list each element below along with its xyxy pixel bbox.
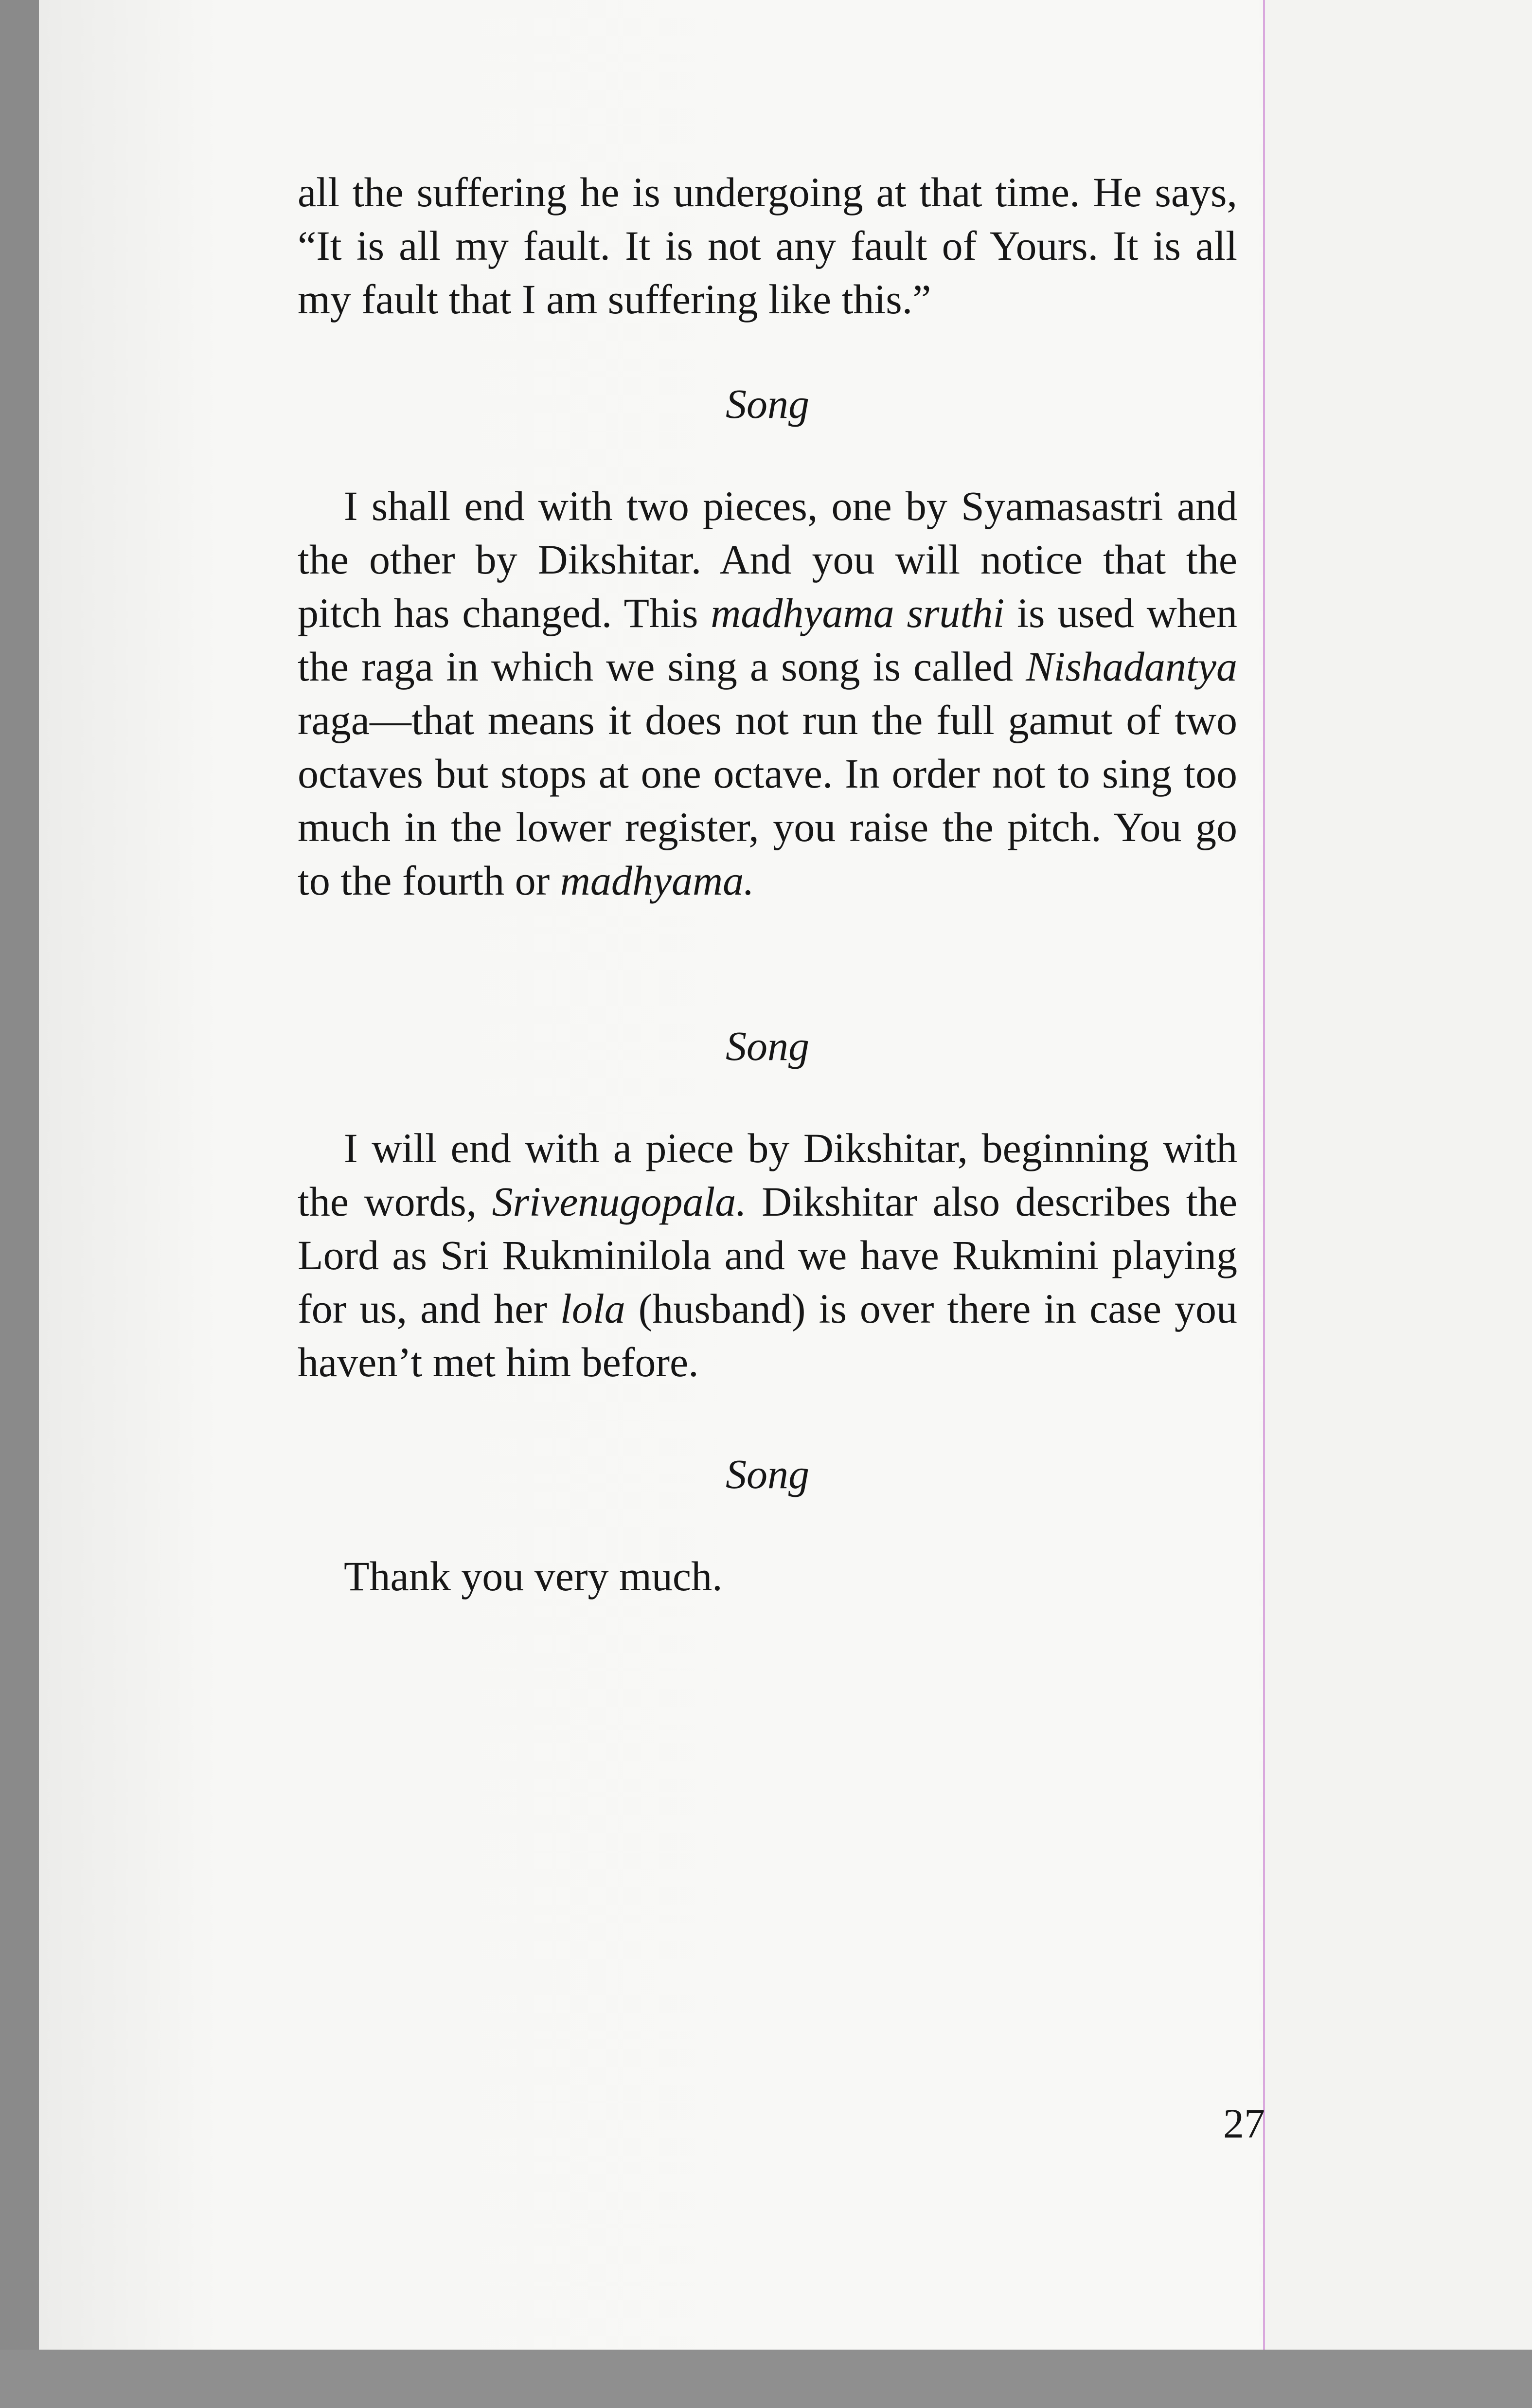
page-number: 27 [1223,2100,1265,2147]
term-nishadantya: Nishadantya [1026,643,1237,690]
paragraph-pitch-text-e: raga—that means it does not run the full gamut of two octaves but stops at one octave. In order not to sing too much in the lower register, you raise the pitch. You go to the fourth or [298,697,1237,904]
term-madhyama: madhyama. [560,857,754,904]
paragraph-dikshitar [298,1121,1237,1389]
song-heading-3: Song [726,1451,809,1497]
song-heading-2: Song [726,1023,809,1069]
paragraph-dikshitar-text-c: Dikshitar also describes the Lord as Sri Rukminilola and we have Rukmini playing for us, and her [298,1178,1237,1332]
paragraph-pitch [298,479,1237,907]
margin-guide-line [1263,0,1265,2350]
paragraph-thanks: Thank you very much. [344,1553,723,1599]
paragraph-pitch-text-a: I shall end with two pieces, one by Syamasastri and the other by Dikshitar. And you will notice that the pitch has changed. This [298,483,1237,636]
term-lola: lola [560,1285,625,1332]
paragraph-dikshitar-text-a: I will end with a piece by Dikshitar, beginning with the words, [298,1125,1237,1225]
paragraph-pitch-text-c: is used when the raga in which we sing a song is called [298,590,1238,690]
term-madhyama-sruthi: madhyama sruthi [711,590,1005,636]
right-margin-panel [1263,0,1532,2350]
paragraph-dikshitar-text-e: (husband) is over there in case you haven’t met him before. [298,1285,1237,1385]
paragraph-continuation: all the suffering he is undergoing at that time. He says, “It is all my fault. It is not any fault of Yours. It is all my fault that I am suffering like this.” [298,169,1237,323]
scan-border-bottom [0,2350,1532,2408]
scan-border-left [0,0,39,2408]
song-heading-1: Song [726,380,809,427]
term-srivenugopala: Srivenugopala. [492,1178,747,1225]
